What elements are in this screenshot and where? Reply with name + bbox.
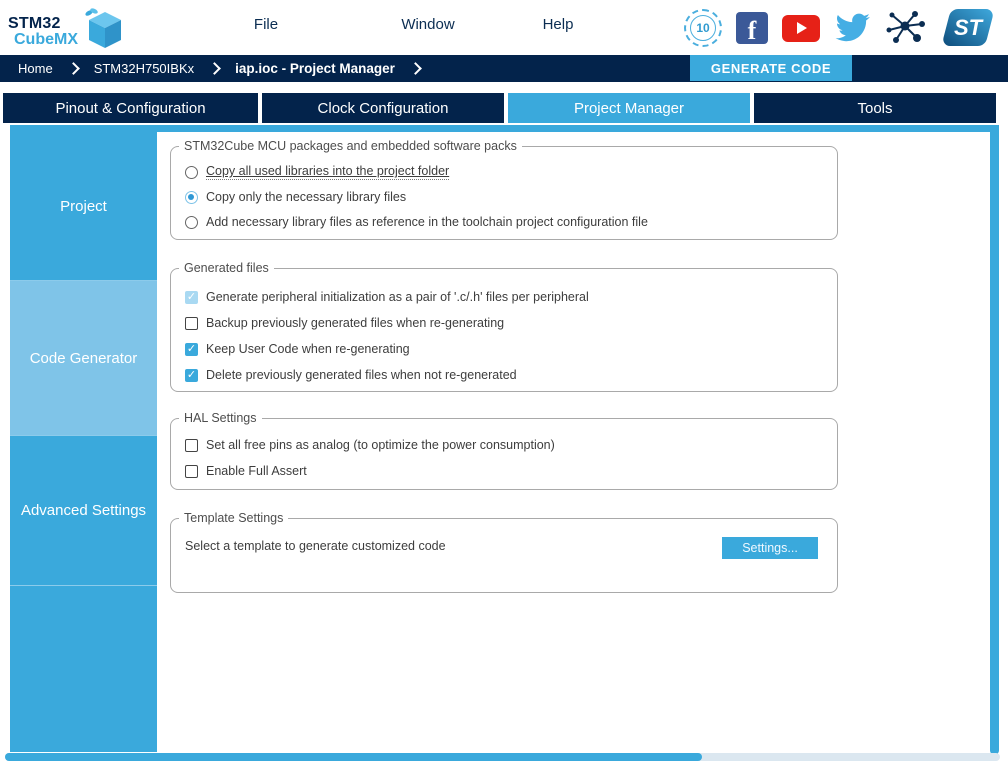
youtube-icon[interactable] [782, 15, 820, 42]
breadcrumb [0, 55, 1008, 82]
hal-settings-group [170, 411, 838, 490]
checkbox-unchecked-icon[interactable] [185, 439, 198, 452]
radio-selected-icon[interactable] [185, 191, 198, 204]
sidebar-item-project[interactable]: Project [10, 132, 157, 280]
generate-code-button[interactable]: GENERATE CODE [690, 55, 852, 81]
main-tab-bar [3, 93, 1005, 123]
horizontal-scrollbar-track[interactable] [5, 753, 1000, 761]
mcu-packages-legend: STM32Cube MCU packages and embedded software packs [179, 139, 522, 153]
tab-clock-configuration[interactable]: Clock Configuration [262, 93, 504, 123]
radio-add-as-reference[interactable]: Add necessary library files as reference in the toolchain project configuration file [185, 212, 837, 232]
checkbox-delete-previous-files[interactable]: ✓ Delete previously generated files when not re-generated [186, 368, 517, 382]
tab-tools[interactable]: Tools [754, 93, 996, 123]
project-manager-sidebar [10, 132, 157, 752]
top-icon-row [684, 7, 994, 49]
app-logo [8, 6, 124, 52]
sidebar-item-code-generator[interactable]: Code Generator [10, 280, 157, 435]
active-tab-strip [10, 125, 999, 132]
generated-files-group [170, 261, 838, 392]
cube-logo-icon [78, 6, 124, 52]
checkbox-checked-icon[interactable]: ✓ [186, 342, 197, 355]
mcu-packages-group [170, 139, 838, 240]
logo-line-cubemx: CubeMX [14, 31, 78, 48]
sidebar-item-advanced-settings[interactable]: Advanced Settings [10, 435, 157, 585]
template-settings-description: Select a template to generate customized code [185, 539, 446, 553]
chevron-right-icon [409, 62, 422, 75]
checkbox-free-pins-analog[interactable]: Set all free pins as analog (to optimize the power consumption) [185, 435, 837, 455]
hal-settings-legend: HAL Settings [179, 411, 262, 425]
sidebar-filler [10, 585, 157, 752]
network-icon[interactable] [884, 9, 928, 47]
checkbox-unchecked-icon[interactable] [185, 465, 198, 478]
vertical-scrollbar[interactable] [990, 125, 999, 755]
logo-line-stm32: STM32 [8, 15, 61, 32]
menu-file[interactable]: File [253, 16, 279, 33]
radio-icon[interactable] [185, 166, 198, 179]
breadcrumb-home[interactable]: Home [18, 61, 53, 76]
radio-copy-all-libraries[interactable]: Copy all used libraries into the project folder [185, 162, 837, 182]
template-settings-group [170, 511, 838, 593]
template-settings-legend: Template Settings [179, 511, 288, 525]
checkbox-enable-full-assert[interactable]: Enable Full Assert [185, 461, 837, 481]
template-settings-button[interactable]: Settings... [722, 537, 818, 559]
checkbox-keep-user-code[interactable]: ✓ Keep User Code when re-generating [186, 342, 410, 356]
horizontal-scrollbar-thumb[interactable] [5, 753, 702, 761]
generated-files-legend: Generated files [179, 261, 274, 275]
tab-pinout-configuration[interactable]: Pinout & Configuration [3, 93, 258, 123]
breadcrumb-current-project: iap.ioc - Project Manager [235, 61, 395, 76]
radio-copy-necessary-libraries[interactable]: Copy only the necessary library files [185, 187, 837, 207]
anniversary-badge-number: 10 [690, 15, 716, 41]
svg-text:ST: ST [953, 15, 983, 40]
menu-window[interactable]: Window [401, 16, 455, 33]
checkbox-checked-disabled-icon[interactable]: ✓ [186, 290, 197, 303]
facebook-icon[interactable]: f [736, 12, 768, 44]
chevron-right-icon [208, 62, 221, 75]
code-generator-panel [157, 132, 990, 752]
breadcrumb-mcu[interactable]: STM32H750IBKx [93, 61, 195, 76]
checkbox-backup-previous-files[interactable]: Backup previously generated files when re-generating [185, 313, 837, 333]
anniversary-badge-icon [684, 9, 722, 47]
chevron-right-icon [67, 62, 80, 75]
radio-icon[interactable] [185, 216, 198, 229]
app-logo-text [8, 16, 78, 48]
tab-project-manager[interactable]: Project Manager [508, 93, 750, 123]
st-logo-icon[interactable] [942, 7, 994, 49]
twitter-icon[interactable] [834, 13, 870, 43]
top-bar [0, 0, 1008, 55]
checkbox-unchecked-icon[interactable] [185, 317, 198, 330]
menu-help[interactable]: Help [542, 16, 574, 33]
checkbox-checked-icon[interactable]: ✓ [186, 368, 197, 381]
checkbox-generate-peripheral-init[interactable]: ✓ Generate peripheral initialization as a pair of '.c/.h' files per peripheral [186, 290, 589, 304]
